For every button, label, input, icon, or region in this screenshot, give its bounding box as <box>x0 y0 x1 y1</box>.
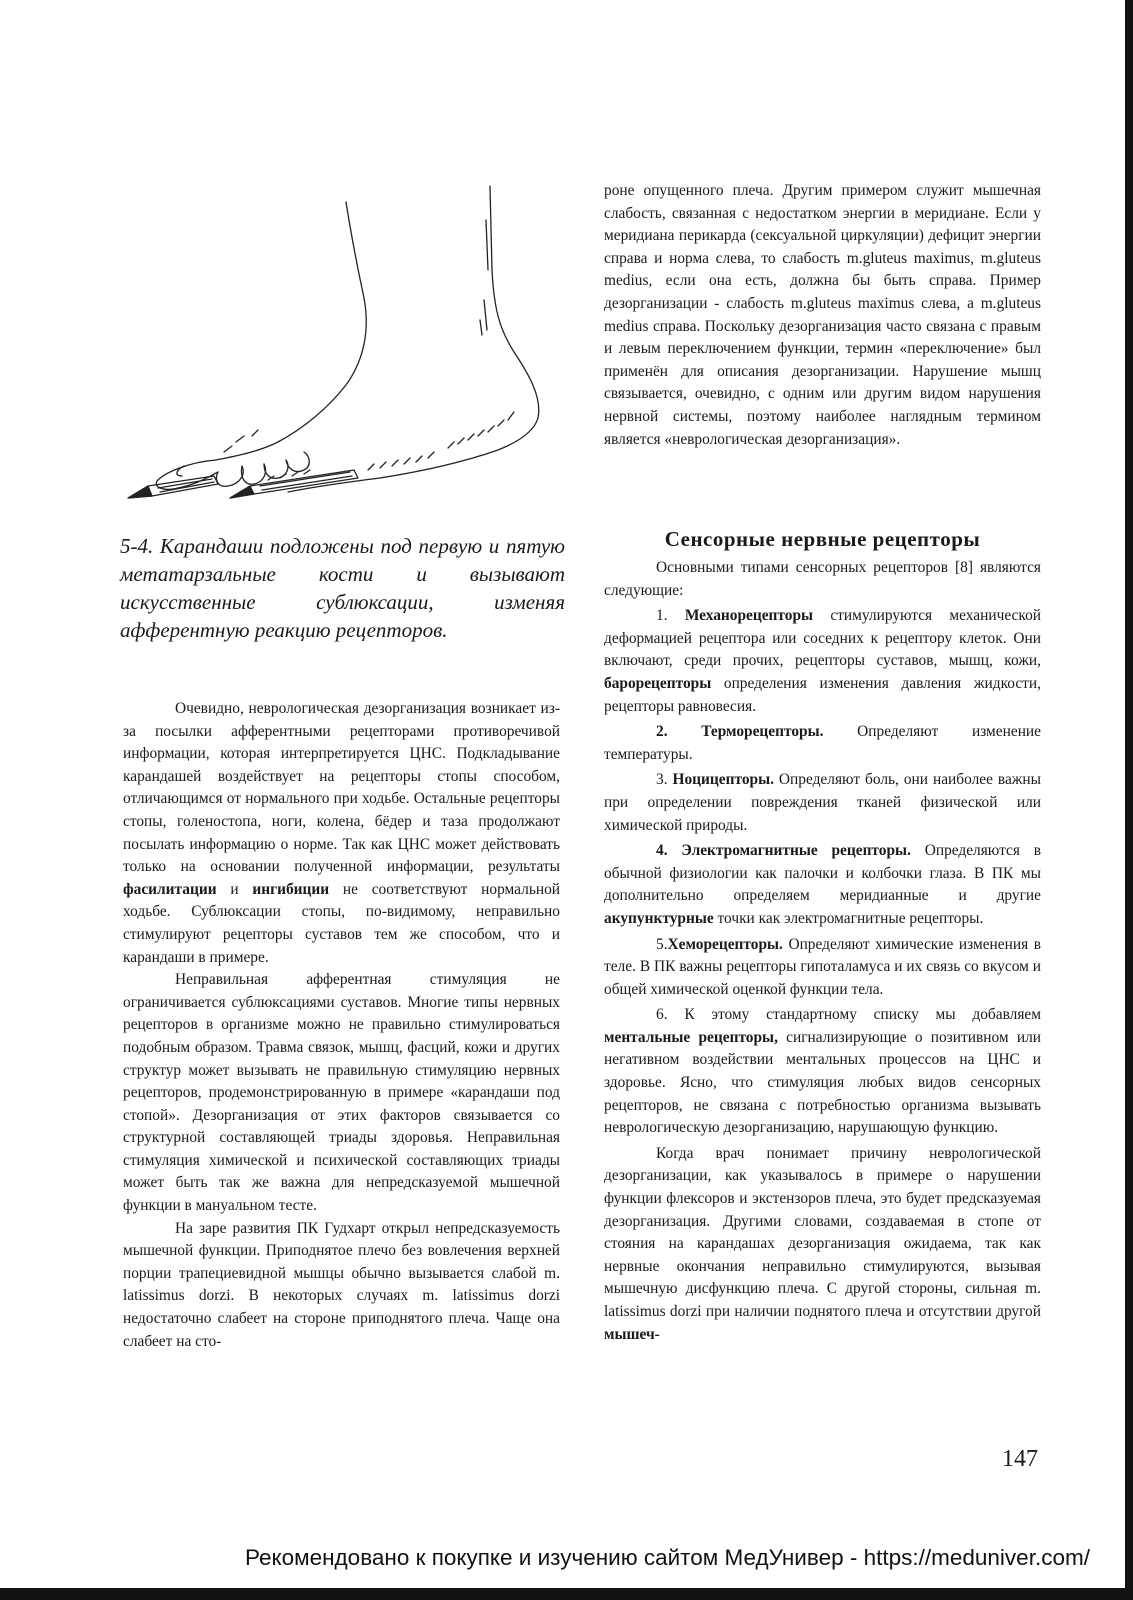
scan-edge-right <box>1125 0 1133 1600</box>
paragraph: Неправильная афферентная стимуляция не ограничивается сублюксациями суставов. Многие типы нервных рецепторов в организме можно не правильно стимулироваться подобным образом. Травма связок, мышц, фасций, кожи и других структур может вызывать не правильную стимуляцию нервных рецепторов, продемонстрированную в примере «карандаши под стопой». Дезорганизация от этих факторов связывается со структурной составляющей триады здоровья. Неправильная стимуляция химической и психической составляющих триады может быть так же важна для непредсказуемой мышечной функции в мануальном тесте. <box>123 971 560 1215</box>
paragraph: На заре развития ПК Гудхарт открыл непредсказуемость мышечной функции. Приподнятое плечо без вовлечения верхней порции трапециевидной мышцы обычно вызывается слабой m. latissimus dorzi. В некоторых случаях m. latissimus dorzi недостаточно слабеет на стороне приподнятого плеча. Чаще она слабеет на сто- <box>123 1219 560 1350</box>
receptor-item-3: 3. Ноцицепторы. Определяют боль, они наиболее важны при определении повреждения тканей физической или химической природы. <box>604 771 1042 834</box>
receptor-item-2: 2. Терморецепторы. Определяют изменение температуры. <box>604 723 1042 763</box>
term: 2. Терморецепторы. <box>656 723 824 741</box>
foot-illustration <box>118 180 568 520</box>
receptor-item-5: 5.Хеморецепторы. Определяют химические изменения в теле. В ПК важны рецепторы гипоталамуса и их связь со вкусом и общей химической оценкой функции тела. <box>604 935 1041 998</box>
receptors-intro: Основными типами сенсорных рецепторов [8] являются следующие: <box>604 559 1041 599</box>
receptor-item-4: 4. Электромагнитные рецепторы. Определяются в обычной физиологии как палочки и колбочки глаза. В ПК мы дополнительно определяем меридианные и другие акупунктурные точки как электромагнитные рецепторы. <box>604 842 1041 927</box>
term: фасилитации <box>123 880 217 898</box>
scan-edge-bottom <box>0 1588 1133 1600</box>
term: ментальные рецепторы, <box>604 1028 778 1046</box>
receptor-item-1: 1. Механорецепторы стимулируются механической деформацией рецептора или соседних к рецептору клеток. Они включают, среди прочих, рецепторы суставов, мышц, кожи, барорецепторы определения изменения давления жидкости, рецепторы равновесия. <box>604 607 1042 715</box>
term: Ноцицепторы. <box>672 771 774 789</box>
figure-caption: 5-4. Карандаши подложены под первую и пятую метатарзальные кости и вызывают искусственные сублюксации, изменяя афферентную реакцию рецепторов. <box>120 534 565 642</box>
term: 4. Электромагнитные рецепторы. <box>656 842 911 860</box>
section-heading: Сенсорные нервные рецепторы <box>664 527 981 551</box>
left-column-text <box>123 698 560 1353</box>
term: барорецепторы <box>604 674 712 692</box>
term: акупунктурные <box>604 909 714 927</box>
footer-recommendation-link[interactable]: Рекомендовано к покупке и изучению сайтом МедУнивер - https://meduniver.com/ <box>245 1545 1090 1570</box>
right-column-top <box>604 180 1041 451</box>
term: Хеморецепторы. <box>667 935 783 953</box>
paragraph: роне опущенного плеча. Другим примером служит мышечная слабость, связанная с недостатком энергии в меридиане. Если у меридиана перикарда (сексуальной циркуляции) дефицит энергии справа и норма слева, то слабость m.gluteus maximus, m.gluteus medius, если она есть, должна бы быть справа. Пример дезорганизации - слабость m.gluteus maximus слева, а m.gluteus medius справа. Поскольку дезорганизация часто связана с правым и левым переключением функции, термин «переключение» был применён для описания дезорганизации. Нарушение мышц связывается, очевидно, с одним или другим видом нарушения нервной системы, поэтому наиболее наглядным термином является «неврологическая дезорганизация». <box>604 182 1041 448</box>
right-column-receptors <box>604 557 1041 1349</box>
receptor-item-6: 6. К этому стандартному списку мы добавляем ментальные рецепторы, сигнализирующие о позитивном или негативном воздействии ментальных процессов на ЦНС и здоровье. Ясно, что стимуляция любых видов сенсорных рецепторов, не связана с потребностью организма вызывать неврологическую дезорганизацию, нарушающую функцию. <box>604 1006 1041 1137</box>
paragraph: Очевидно, неврологическая дезорганизация возникает из-за посылки афферентными рецепторами противоречивой информации, которая интерпретируется ЦНС. Подкладывание карандашей воздействует на рецепторы стопы способом, отличающимся от нормального при ходьбе. Остальные рецепторы стопы, голеностопа, ноги, колена, бёдер и таза продолжают посылать информацию о норме. Так как ЦНС может действовать только на основании полученной информации, результаты фасилитации и ингибиции не соответствуют нормальной ходьбе. Сублюксации стопы, по-видимому, неправильно стимулируют рецепторы суставов тем же способом, что и карандаши в примере. <box>123 700 561 966</box>
term: Механорецепторы <box>684 607 814 625</box>
closing-paragraph: Когда врач понимает причину неврологической дезорганизации, как указывалось в примере о нарушении функции флексоров и экстензоров плеча, это будет предсказуемая дезорганизация. Другими словами, создаваемая в стопе от стояния на карандашах дезорганизация ожидаема, так как нервные окончания неправильно стимулируются, вызывая мышечную дисфункцию плеча. С другой стороны, сильная m. latissimus dorzi при наличии поднятого плеча и отсутствии другой мышеч- <box>604 1144 1041 1343</box>
term: ингибиции <box>252 880 330 898</box>
page-number: 147 <box>1002 1446 1038 1472</box>
